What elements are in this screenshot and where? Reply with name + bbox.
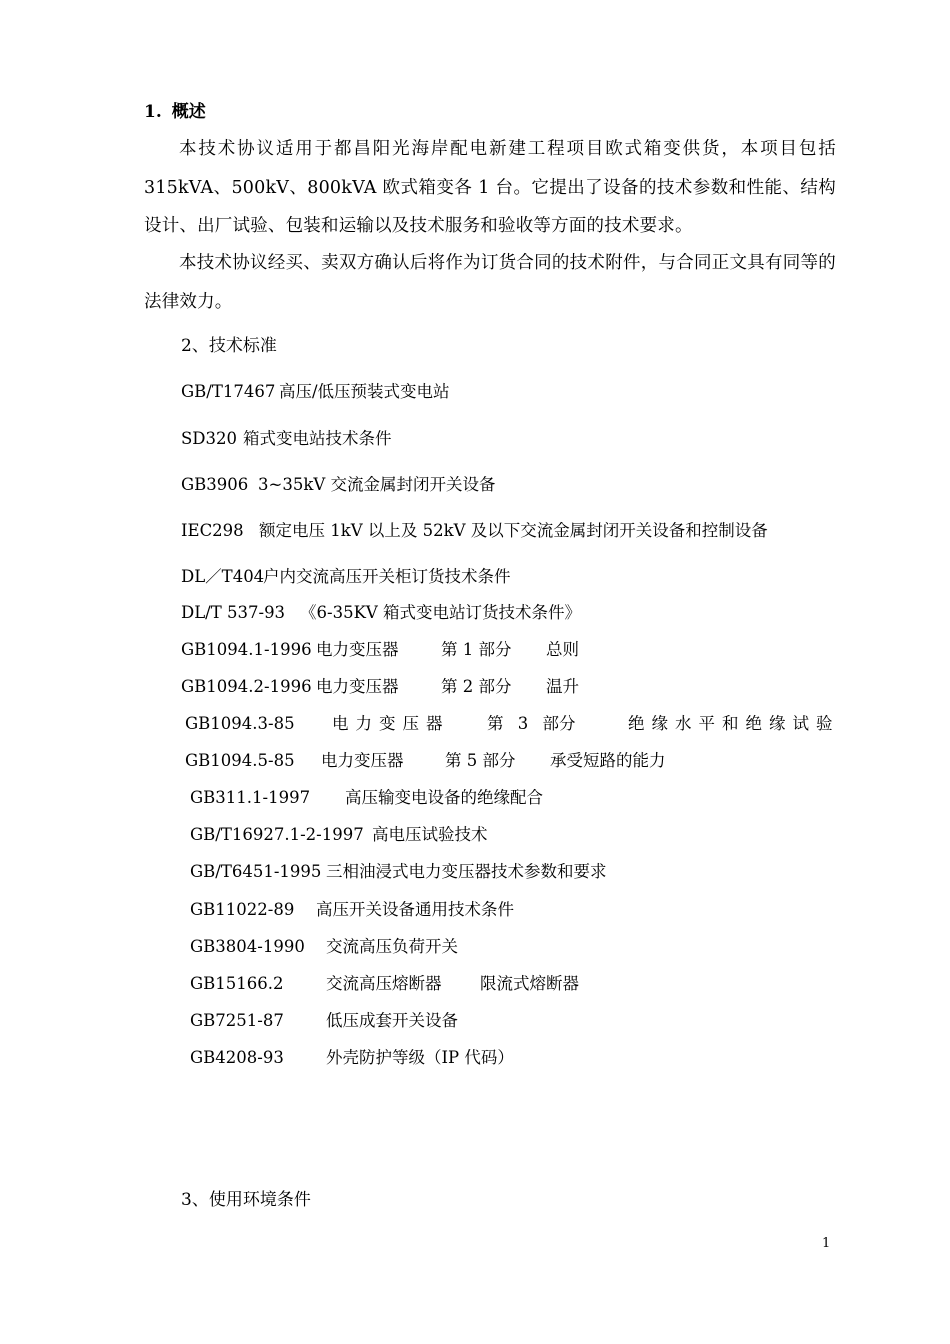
standard-item <box>190 823 488 847</box>
standard-code: GB/T6451-1995 <box>190 862 322 881</box>
standard-subject: 绝缘水平和绝缘试验 <box>628 714 840 733</box>
standard-title: 电力变压器 <box>321 751 404 770</box>
standard-item <box>190 972 579 996</box>
standard-code: SD320 <box>181 429 238 448</box>
standard-title: 电力变压器 <box>316 640 399 659</box>
standard-item <box>190 1009 458 1033</box>
standard-title: 三相油浸式电力变压器技术参数和要求 <box>326 862 607 881</box>
standard-title: 高压输变电设备的绝缘配合 <box>345 788 543 807</box>
standard-item <box>190 1046 514 1070</box>
standard-title: 高电压试验技术 <box>372 825 488 844</box>
section-1-heading <box>144 100 206 124</box>
standard-code: GB311.1-1997 <box>190 788 311 807</box>
standard-title: 高压开关设备通用技术条件 <box>316 900 514 919</box>
standard-item <box>190 935 458 959</box>
standard-item <box>181 565 511 589</box>
standard-item <box>181 519 768 543</box>
standard-part: 第 2 部分 <box>441 677 512 696</box>
section-1-number: 1. <box>144 102 162 122</box>
standard-subject: 承受短路的能力 <box>550 751 666 770</box>
standard-title: 箱式变电站技术条件 <box>243 429 392 448</box>
standard-title: 《6-35KV 箱式变电站订货技术条件》 <box>300 603 582 622</box>
standard-title: 电力变压器 <box>332 714 450 733</box>
standard-item <box>181 601 582 625</box>
standard-title: 电力变压器 <box>316 677 399 696</box>
standard-part: 第 1 部分 <box>441 640 512 659</box>
section-1-title: 概述 <box>171 102 206 122</box>
standard-title: 交流高压负荷开关 <box>326 937 458 956</box>
standard-item <box>190 898 514 922</box>
standard-item <box>190 860 607 884</box>
page-number: 1 <box>822 1236 831 1251</box>
standard-item <box>185 712 840 736</box>
standard-part: 第 3 部分 <box>487 714 576 733</box>
standard-code: GB1094.3-85 <box>185 714 295 733</box>
standard-title: 外壳防护等级（IP 代码） <box>326 1048 514 1067</box>
standard-item <box>181 473 496 497</box>
standard-code: IEC298 <box>181 521 244 540</box>
standard-item <box>190 786 543 810</box>
standard-title: 低压成套开关设备 <box>326 1011 458 1030</box>
standard-code: GB/T17467 <box>181 382 276 401</box>
standard-item <box>181 380 450 404</box>
standard-code: GB15166.2 <box>190 974 284 993</box>
standard-subject: 限流式熔断器 <box>480 974 579 993</box>
standard-code: GB1094.5-85 <box>185 751 295 770</box>
standard-code: GB4208-93 <box>190 1048 284 1067</box>
standard-subject: 温升 <box>546 677 579 696</box>
standard-title: 户内交流高压开关柜订货技术条件 <box>263 567 511 586</box>
standard-title: 交流高压熔断器 <box>326 974 442 993</box>
standard-subject: 总则 <box>546 640 579 659</box>
standard-item <box>181 427 392 451</box>
standard-code: GB7251-87 <box>190 1011 284 1030</box>
standard-code: GB1094.1-1996 <box>181 640 312 659</box>
standard-code: DL／T404 <box>181 567 265 586</box>
standard-item <box>185 749 666 773</box>
standard-code: GB11022-89 <box>190 900 295 919</box>
section-3-heading: 3、使用环境条件 <box>181 1190 311 1210</box>
standard-code: GB/T16927.1-2-1997 <box>190 825 364 844</box>
standard-item <box>181 675 579 699</box>
standard-item <box>181 638 579 662</box>
standard-code: GB3906 <box>181 475 249 494</box>
standard-title: 高压/低压预装式变电站 <box>279 382 450 401</box>
standard-code: DL/T 537-93 <box>181 603 286 622</box>
standard-code: GB3804-1990 <box>190 937 305 956</box>
standard-title: 3~35kV 交流金属封闭开关设备 <box>258 475 496 494</box>
paragraph-legal-effect: 本技术协议经买、卖双方确认后将作为订货合同的技术附件，与合同正文具有同等的法律效力。 <box>144 253 836 312</box>
standard-part: 第 5 部分 <box>445 751 516 770</box>
standard-code: GB1094.2-1996 <box>181 677 312 696</box>
section-2-heading: 2、技术标准 <box>181 336 277 356</box>
paragraph-scope: 本技术协议适用于都昌阳光海岸配电新建工程项目欧式箱变供货，本项目包括 315kVA、500kV、800kVA 欧式箱变各 1 台。它提出了设备的技术参数和性能、结构设计、出厂试验、包装和运输以及技术服务和验收等方面的技术要求。 <box>144 139 836 236</box>
standard-title: 额定电压 1kV 以上及 52kV 及以下交流金属封闭开关设备和控制设备 <box>259 521 768 540</box>
